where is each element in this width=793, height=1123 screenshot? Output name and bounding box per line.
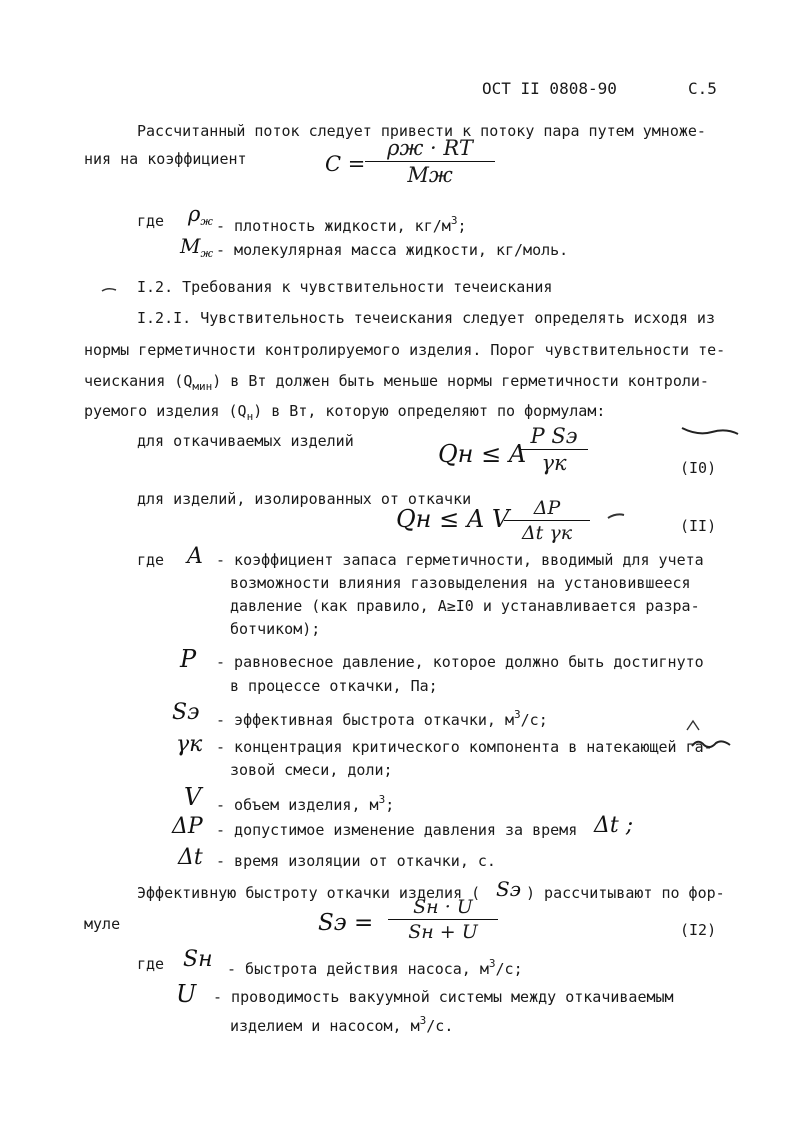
f12-fraction — [388, 896, 498, 943]
f10-bar — [520, 449, 588, 450]
f11-denominator: Δt γк — [521, 522, 573, 544]
intro-line-2: ния на коэффициент — [84, 150, 247, 168]
f10-lhs: Qн ≤ A — [438, 440, 527, 468]
s-def-line-1: - эффективная быстрота откачки, $м^3/с$; — [216, 708, 548, 729]
margin-tilde-mark — [680, 420, 742, 446]
margin-stroke-mark — [606, 510, 628, 522]
f12-bar — [388, 919, 498, 920]
v-symbol: V — [184, 783, 202, 811]
p-symbol: P — [180, 645, 197, 673]
standard-number: ОСТ II 0808-90 — [482, 79, 617, 98]
f11-numerator: ΔP — [533, 497, 561, 519]
f12-denominator: Sн + U — [408, 921, 478, 943]
delta-p-def-line-1: - допустимое изменение давления за время — [216, 821, 578, 839]
f10-denominator: γк — [541, 451, 567, 475]
m-symbol: $M_ж$ — [180, 234, 213, 260]
a-def-line-4: ботчиком); — [230, 620, 321, 638]
eff-line-1b: ) рассчитывают по фор- — [526, 884, 725, 902]
where-label-1: где — [137, 212, 165, 230]
delta-t-symbol: Δt — [178, 845, 203, 870]
s-symbol: Sэ — [172, 700, 200, 725]
f11-number: (II) — [680, 517, 717, 535]
eff-line-1-symbol: Sэ — [496, 877, 521, 901]
rho-symbol: $\rho_ж$ — [188, 202, 213, 228]
section-para-line-2: нормы герметичности контролируемого изделия. Порог чувствительности те- — [84, 341, 726, 359]
section-para-line-1: I.2.I. Чувствительность течеискания следует определять исходя из — [137, 309, 715, 327]
delta-t-inline: Δt ; — [594, 813, 634, 838]
a-def-line-1: - коэффициент запаса герметичности, вводимый для учета — [216, 551, 704, 569]
a-def-line-2: возможности влияния газовыделения на установившееся — [230, 574, 691, 592]
f12-lhs: Sэ = — [318, 910, 374, 936]
rho-definition: - плотность жидкости, $кг/м^3$; — [216, 214, 467, 235]
sn-definition: - быстрота действия насоса, $м^3/с$; — [227, 957, 523, 978]
f10-number: (I0) — [680, 459, 717, 477]
f10-numerator: P Sэ — [530, 424, 578, 448]
section-para-line-4: руемого изделия $(Q_н)$ в Вт, которую определяют по формулам: — [84, 402, 606, 423]
v-def-line-1: - объем изделия, $м^3$; — [216, 793, 395, 814]
sn-symbol: Sн — [183, 947, 213, 972]
formula-c-fraction — [365, 136, 495, 187]
delta-p-symbol: ΔP — [172, 814, 203, 839]
margin-dash-mark — [100, 282, 120, 296]
m-definition: - молекулярная масса жидкости, кг/моль. — [216, 241, 569, 259]
f11-label: для изделий, изолированных от откачки — [137, 490, 472, 508]
f12-number: (I2) — [680, 921, 717, 939]
section-heading: I.2. Требования к чувствительности течеискания — [137, 278, 553, 296]
a-symbol: A — [187, 544, 203, 569]
formula-c-numerator: ρж · RT — [387, 136, 473, 160]
f11-bar — [504, 520, 590, 521]
p-def-line-2: в процессе откачки, Па; — [230, 677, 438, 695]
gamma-symbol: γк — [176, 732, 203, 757]
formula-c-denominator: Mж — [407, 163, 453, 187]
delta-t-def-line-1: - время изоляции от откачки, с. — [216, 852, 496, 870]
f11-fraction — [504, 497, 590, 544]
formula-c-bar — [365, 161, 495, 162]
eff-line-1a: Эффективную быстроту откачки изделия ( — [137, 884, 481, 902]
margin-caret-mark — [684, 718, 702, 734]
eff-line-2: муле — [84, 915, 121, 933]
a-def-line-3: давление (как правило, A≥I0 и устанавливается разра- — [230, 597, 700, 615]
gamma-def-line-1: - концентрация критического компонента в натекающей га- — [216, 738, 713, 756]
where-label-2: где — [137, 551, 165, 569]
gamma-def-line-2: зовой смеси, доли; — [230, 761, 393, 779]
f11-lhs: Qн ≤ A V — [396, 505, 510, 533]
u-def-line-1: - проводимость вакуумной системы между откачиваемым — [213, 988, 674, 1006]
u-def-line-2: изделием и насосом, $м^3/с$. — [230, 1014, 454, 1035]
page-number: С.5 — [688, 79, 717, 98]
u-symbol: U — [176, 980, 197, 1008]
f12-numerator: Sн · U — [413, 896, 473, 918]
f10-fraction — [520, 424, 588, 475]
margin-scribble-mark — [690, 736, 732, 752]
intro-line-1: Рассчитанный поток следует привести к потоку пара путем умноже- — [137, 122, 706, 140]
formula-c-lhs: C = — [325, 152, 366, 176]
p-def-line-1: - равновесное давление, которое должно быть достигнуто — [216, 653, 704, 671]
where-label-3: где — [137, 955, 165, 973]
f10-label: для откачиваемых изделий — [137, 432, 354, 450]
section-para-line-3: чеискания $(Q_{мин})$ в Вт должен быть меньше нормы герметичности контроли- — [84, 372, 709, 393]
